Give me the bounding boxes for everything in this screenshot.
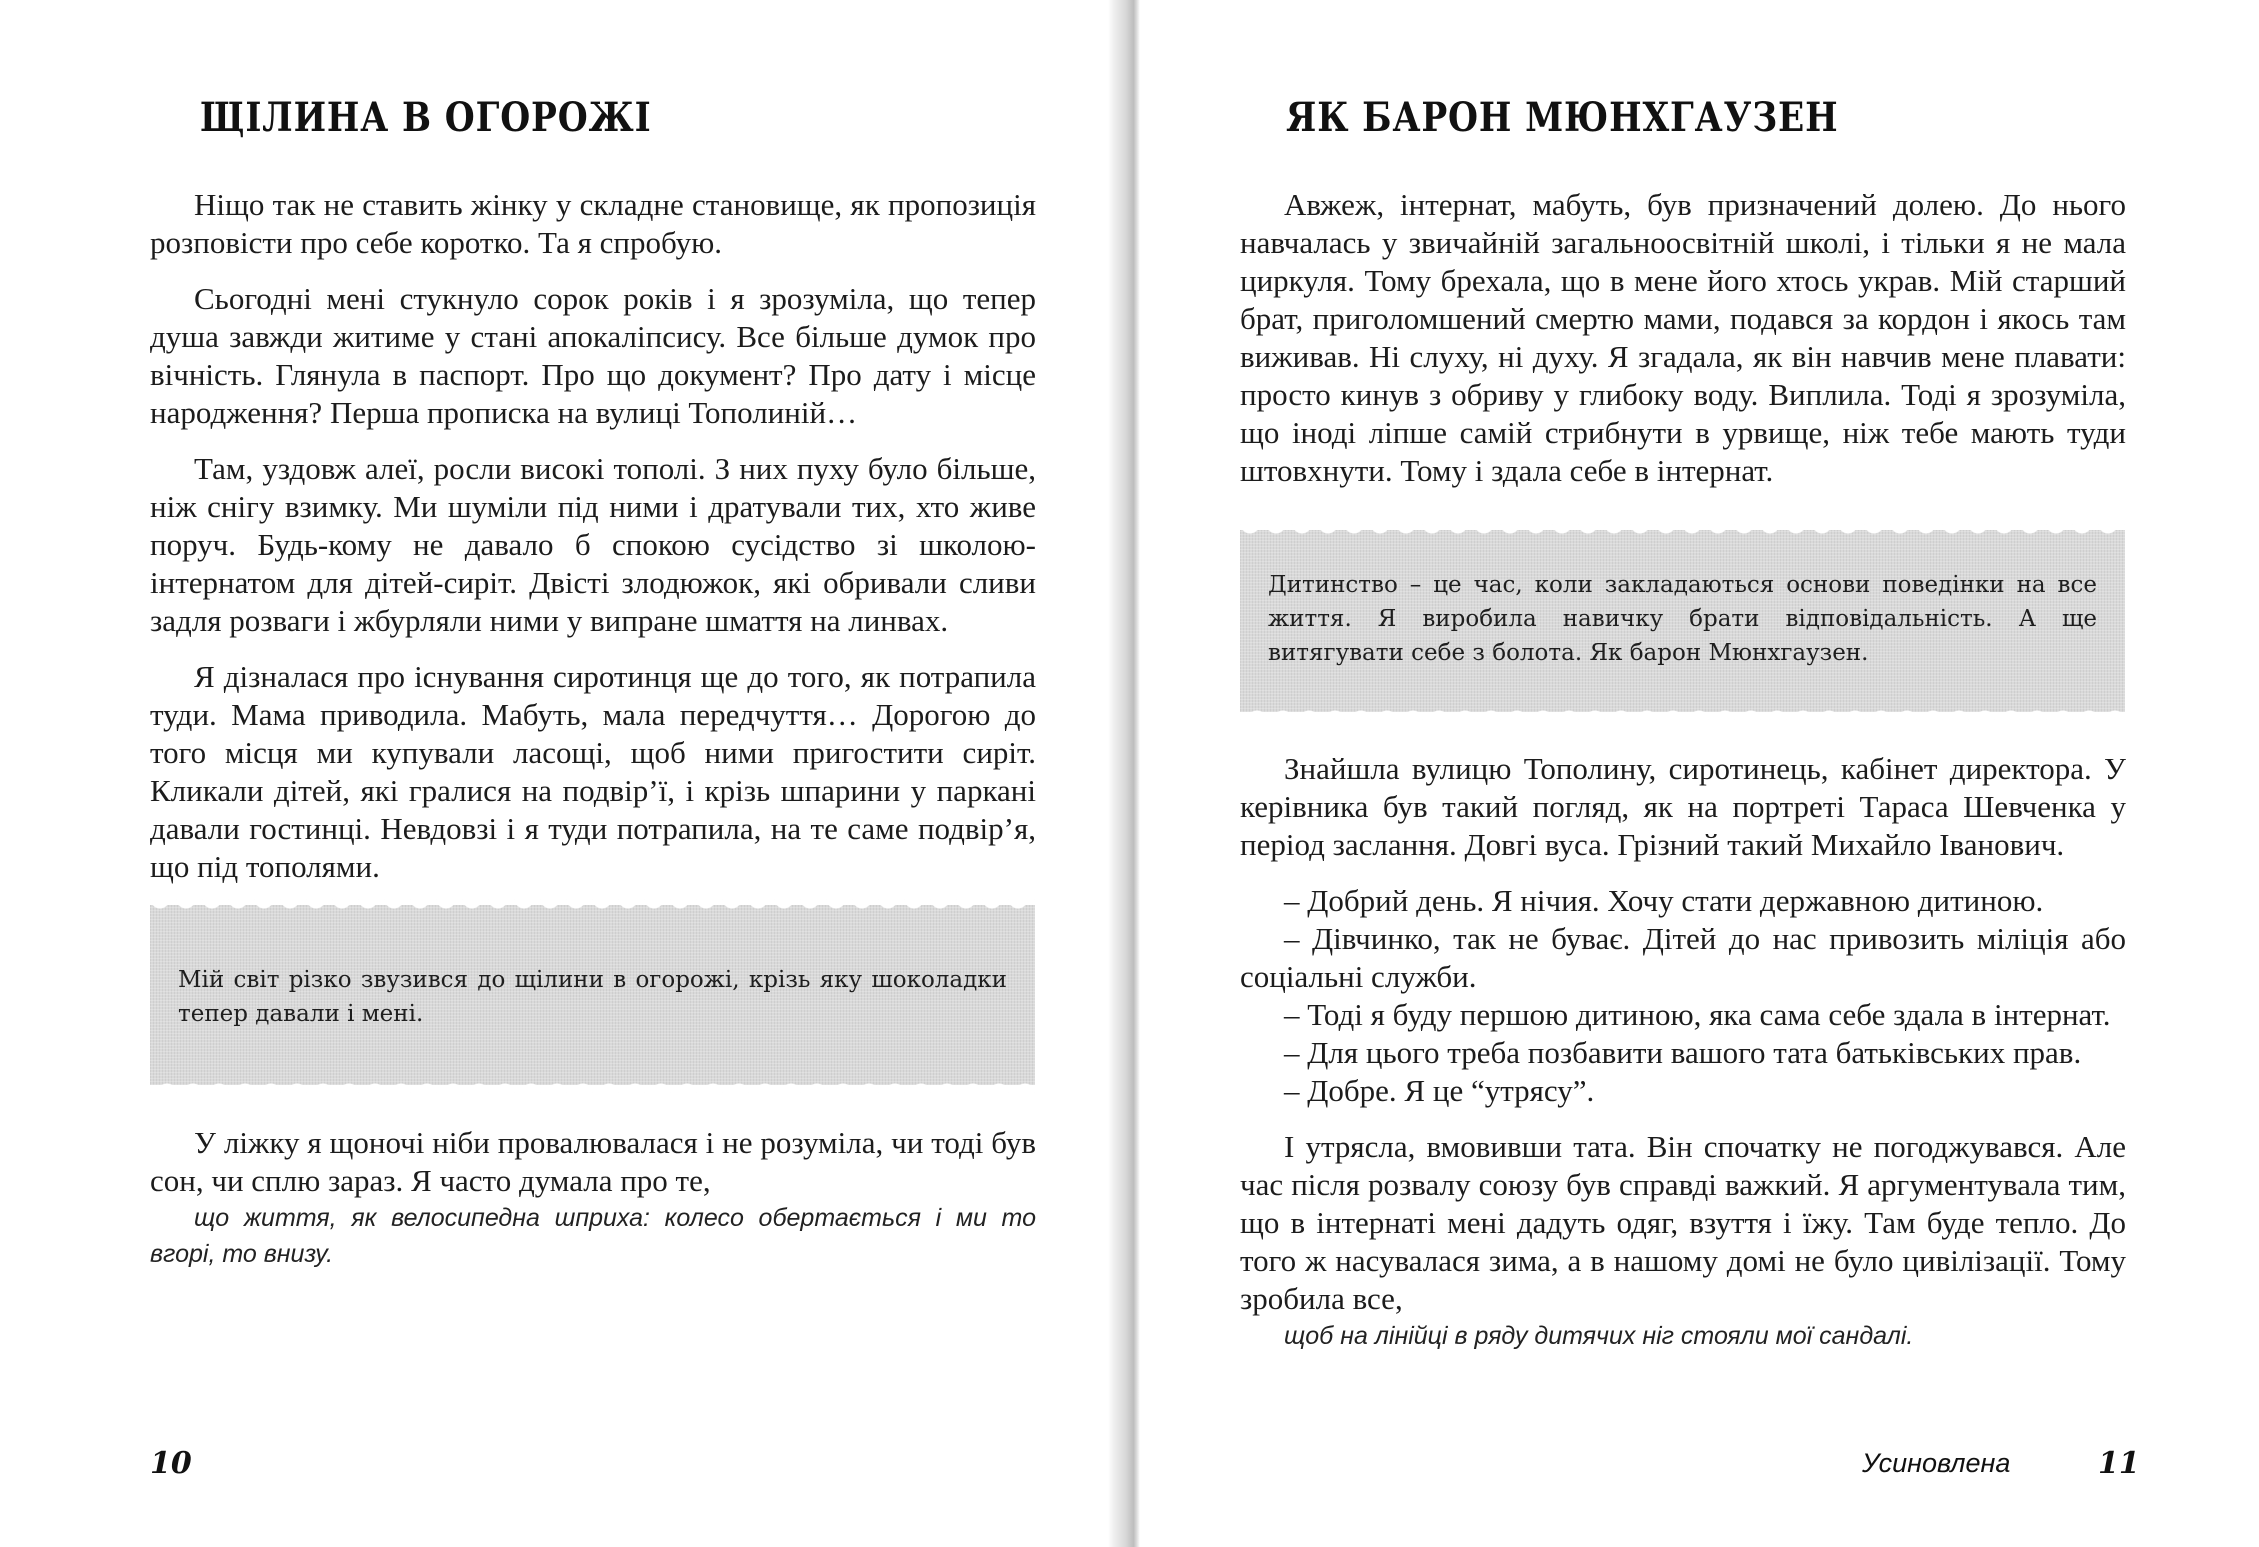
page-number-left: 10 xyxy=(150,1446,192,1481)
quote-callout-left xyxy=(150,905,1035,1085)
running-head-book-title: Усиновлена xyxy=(1862,1448,2011,1478)
callout-text: Мій світ різко звузився до щілини в огорожі, крізь яку шоколадки тепер давали і мені. xyxy=(178,967,1007,1027)
paragraph: Я дізналася про існування сиротинця ще до того, як потрапила туди. Мама приводила. Мабуть, мала передчуття… Дорогою до того місця ми купували ласощі, щоб ними пригостити сиріт. Кликали дітей, які гралися на подвір’ї, і крізь шпарини у паркані давали гостинці. Невдовзі і я туди потрапила, на те саме подвір’я, що під тополями. xyxy=(150,659,1036,884)
paragraph: Там, уздовж алеї, росли високі тополі. З них пуху було більше, ніж снігу взимку. Ми шуміли під ними і дратували тих, хто живе поруч. Будь-кому не давало б спокою сусідство зі школою-інтернатом для дітей-сиріт. Двісті злодюжок, які обривали сливи задля розваги і жбурляли ними у випране шмаття на линвах. xyxy=(150,451,1036,638)
paragraph: Сьогодні мені стукнуло сорок років і я зрозуміла, що тепер душа завжди житиме у стані апокаліпсису. Все більше думок про вічність. Глянула в паспорт. Про що документ? Про дату і місце народження? Перша прописка на вулиці Тополиній… xyxy=(150,281,1036,430)
right-body-lower xyxy=(1240,750,2126,1354)
paragraph: І утрясла, вмовивши тата. Він спочатку не погоджувався. Але час після розвалу союзу був справді важкий. Я аргументувала тим, що в інтернаті мені дадуть одяг, взуття і їжу. Там буде тепло. До того ж насувалася зима, а в нашому домі не було цивілізації. Тому зробила все, xyxy=(1240,1129,2126,1316)
italic-continuation: щоб на лінійці в ряду дитячих ніг стояли мої сандалі. xyxy=(1284,1322,1914,1350)
left-page xyxy=(0,0,1110,1547)
paragraph: Знайшла вулицю Тополину, сиротинець, кабінет директора. У керівника був такий погляд, як на портреті Тараса Шевченка у період заслання. Довгі вуса. Грізний такий Михайло Іванович. xyxy=(1240,751,2126,862)
chapter-title-left: ЩІЛИНА В ОГОРОЖІ xyxy=(200,94,652,141)
paragraph: Ніщо так не ставить жінку у складне становище, як пропозиція розповісти про себе коротко. Та я спробую. xyxy=(150,187,1036,260)
left-body-lower xyxy=(150,1124,1036,1272)
paragraph: У ліжку я щоночі ніби провалювалася і не розуміла, чи тоді був сон, чи сплю зараз. Я часто думала про те, xyxy=(150,1125,1036,1198)
right-body-upper xyxy=(1240,186,2126,508)
chapter-title-right: ЯК БАРОН МЮНХГАУЗЕН xyxy=(1286,94,1839,141)
dialogue-line: – Добре. Я це “утрясу”. xyxy=(1284,1073,1595,1108)
quote-callout-right xyxy=(1240,530,2125,712)
dialogue-line: – Тоді я буду першою дитиною, яка сама себе здала в інтернат. xyxy=(1284,997,2111,1032)
paragraph: Авжеж, інтернат, мабуть, був призначений долею. До нього навчалась у звичайній загальноосвітній школі, і тільки я не мала циркуля. Тому брехала, що в мене його хтось украв. Мій старший брат, приголомшений смертю мами, подався за кордон і якось там виживав. Ні слуху, ні духу. Я згадала, як він навчив мене плавати: просто кинув з обриву у глибоку воду. Виплила. Тоді я зрозуміла, що іноді ліпше самій стрибнути в урвище, ніж тебе мають туди штовхнути. Тому і здала себе в інтернат. xyxy=(1240,187,2126,488)
italic-continuation: що життя, як велосипедна шприха: колесо обертається і ми то вгорі, то внизу. xyxy=(150,1204,1036,1268)
dialogue-line: – Дівчинко, так не буває. Дітей до нас привозить міліція або соціальні служби. xyxy=(1240,921,2126,994)
left-body-upper xyxy=(150,186,1036,904)
dialogue-line: – Добрий день. Я нічия. Хочу стати державною дитиною. xyxy=(1284,883,2044,918)
dialogue-line: – Для цього треба позбавити вашого тата батьківських прав. xyxy=(1284,1035,2082,1070)
right-page xyxy=(1140,0,2259,1547)
callout-text: Дитинство – це час, коли закладаються основи поведінки на все життя. Я виробила навичку брати відповідальність. А ще витягувати себе з болота. Як барон Мюнхгаузен. xyxy=(1268,572,2097,666)
book-spine xyxy=(1108,0,1140,1547)
page-number-right: 11 xyxy=(2098,1446,2140,1481)
